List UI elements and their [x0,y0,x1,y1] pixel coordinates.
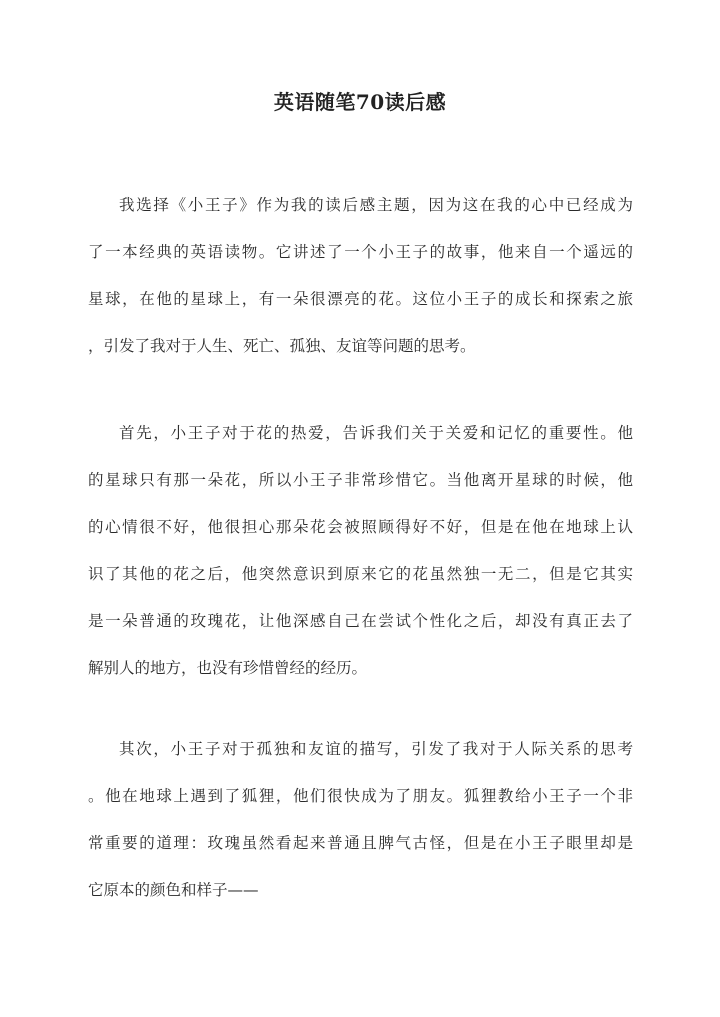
paragraph-line: 。他在地球上遇到了狐狸，他们很快成为了朋友。狐狸教给小王子一个非 [88,787,633,805]
paragraph-line: 是一朵普通的玫瑰花，让他深感自己在尝试个性化之后，却没有真正去了 [88,612,633,630]
paragraph-line: 解别人的地方，也没有珍惜曾经的经历。 [88,659,368,677]
paragraph-line: 的心情很不好，他很担心那朵花会被照顾得好不好，但是在他在地球上认 [88,518,633,536]
paragraph-line: ，引发了我对于人生、死亡、孤独、友谊等问题的思考。 [88,337,476,355]
document-title: 英语随笔70读后感 [273,90,447,114]
paragraph-line: 首先，小王子对于花的热爱，告诉我们关于关爱和记忆的重要性。他 [119,424,633,442]
paragraph-line: 识了其他的花之后，他突然意识到原来它的花虽然独一无二，但是它其实 [88,565,633,583]
paragraph-line: 了一本经典的英语读物。它讲述了一个小王子的故事，他来自一个遥远的 [88,243,633,261]
paragraph-line: 星球，在他的星球上，有一朵很漂亮的花。这位小王子的成长和探索之旅 [88,290,633,308]
paragraph-line: 我选择《小王子》作为我的读后感主题，因为这在我的心中已经成为 [119,196,633,214]
paragraph-line: 常重要的道理：玫瑰虽然看起来普通且脾气古怪，但是在小王子眼里却是 [88,834,633,852]
paragraph-1 [88,195,633,383]
paragraph-2 [88,423,633,705]
paragraph-line: 其次，小王子对于孤独和友谊的描写，引发了我对于人际关系的思考 [119,740,633,758]
paragraph-line: 它原本的颜色和样子—— [88,881,259,899]
paragraph-line: 的星球只有那一朵花，所以小王子非常珍惜它。当他离开星球的时候，他 [88,471,633,489]
paragraph-3 [88,739,633,927]
